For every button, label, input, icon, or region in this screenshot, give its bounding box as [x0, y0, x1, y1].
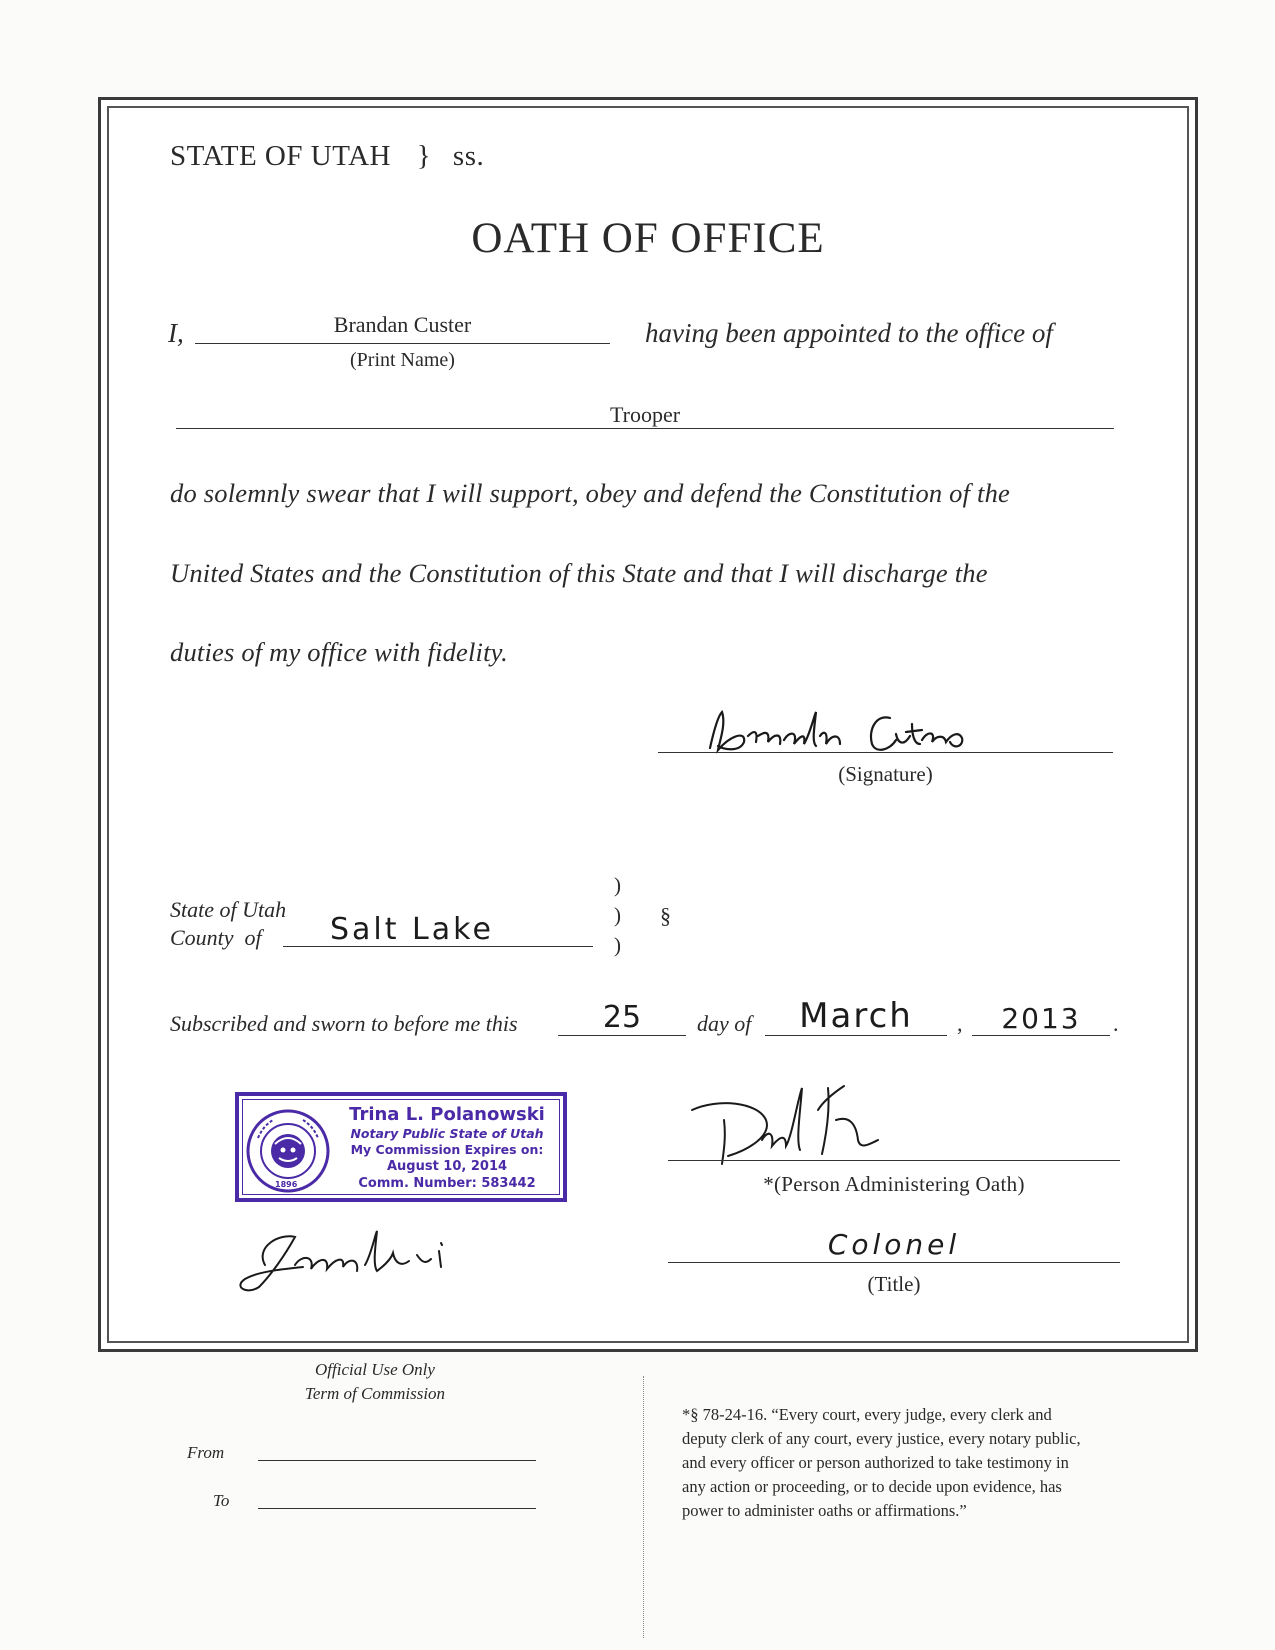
notary-line-4: August 10, 2014	[386, 1159, 508, 1174]
title-label: (Title)	[867, 1272, 921, 1296]
footnote-line-3: and every officer or person authorized to take testimony in	[682, 1453, 1069, 1472]
administering-line	[668, 1160, 1120, 1161]
venue-paren-2: )	[614, 903, 621, 927]
comma: ,	[957, 1011, 963, 1036]
signature-handwritten	[700, 700, 970, 765]
venue-state-label: State of Utah	[170, 897, 287, 922]
print-name-label: (Print Name)	[350, 349, 455, 371]
from-line	[258, 1460, 536, 1461]
oath-body-line-1: do solemnly swear that I will support, obey and defend the Constitution of the	[170, 478, 1010, 508]
notary-line-3: My Commission Expires on:	[350, 1142, 544, 1157]
year-line	[972, 1035, 1110, 1036]
ss-label: ss.	[452, 140, 485, 172]
footnote-line-1: *§ 78-24-16. “Every court, every judge, every clerk and	[682, 1405, 1052, 1424]
signature-line	[658, 752, 1113, 753]
office-value: Trooper	[609, 402, 681, 427]
section-symbol: §	[660, 903, 671, 928]
title-value-handwritten: Colonel	[827, 1228, 961, 1261]
print-name-value: Brandan Custer	[333, 312, 472, 337]
notary-line-5: Comm. Number: 583442	[358, 1176, 536, 1191]
administering-label: *(Person Administering Oath)	[763, 1172, 1025, 1196]
footnote-line-5: power to administer oaths or affirmations.”	[682, 1501, 967, 1520]
day-value-handwritten: 25	[602, 1000, 642, 1035]
official-use-line-2: Term of Commission	[304, 1384, 446, 1403]
oath-i: I,	[168, 318, 184, 348]
notary-signature-handwritten	[225, 1225, 485, 1300]
oath-body-line-3: duties of my office with fidelity.	[170, 637, 508, 667]
state-header	[170, 140, 484, 173]
day-line	[558, 1035, 686, 1036]
day-of-text: day of	[697, 1011, 752, 1036]
notary-stamp	[235, 1092, 567, 1202]
oath-body-line-2: United States and the Constitution of this State and that I will discharge the	[170, 558, 988, 588]
footer-divider	[643, 1376, 644, 1638]
title-line	[668, 1262, 1120, 1263]
page-title: OATH OF OFFICE	[471, 215, 825, 262]
appointed-text: having been appointed to the office of	[645, 318, 1053, 348]
notary-name: Trina L. Polanowski	[349, 1104, 545, 1125]
venue-paren-1: )	[614, 873, 621, 897]
footnote-line-4: any action or proceeding, or to decide upon evidence, has	[682, 1477, 1062, 1496]
year-value-handwritten: 2013	[1001, 1002, 1081, 1035]
venue-paren-3: )	[614, 933, 621, 957]
period: .	[1113, 1011, 1119, 1036]
notary-line-2: Notary Public State of Utah	[350, 1126, 544, 1141]
from-label: From	[187, 1443, 225, 1462]
footnote-line-2: deputy clerk of any court, every justice, every notary public,	[682, 1429, 1081, 1448]
month-value-handwritten: March	[799, 996, 913, 1036]
county-value-handwritten: Salt Lake	[330, 912, 494, 947]
state-label: STATE OF UTAH	[170, 140, 391, 172]
notary-seal-year: 1896	[275, 1180, 298, 1189]
print-name-line	[195, 343, 610, 344]
brace: }	[416, 140, 432, 172]
office-line	[176, 428, 1114, 429]
footnote	[682, 1403, 1081, 1523]
to-line	[258, 1508, 536, 1509]
signature-label: (Signature)	[838, 762, 933, 786]
official-use-line-1: Official Use Only	[315, 1360, 435, 1379]
venue-county-label: County of	[170, 925, 262, 950]
to-label: To	[213, 1491, 230, 1510]
subscribed-text: Subscribed and sworn to before me this	[170, 1011, 518, 1036]
